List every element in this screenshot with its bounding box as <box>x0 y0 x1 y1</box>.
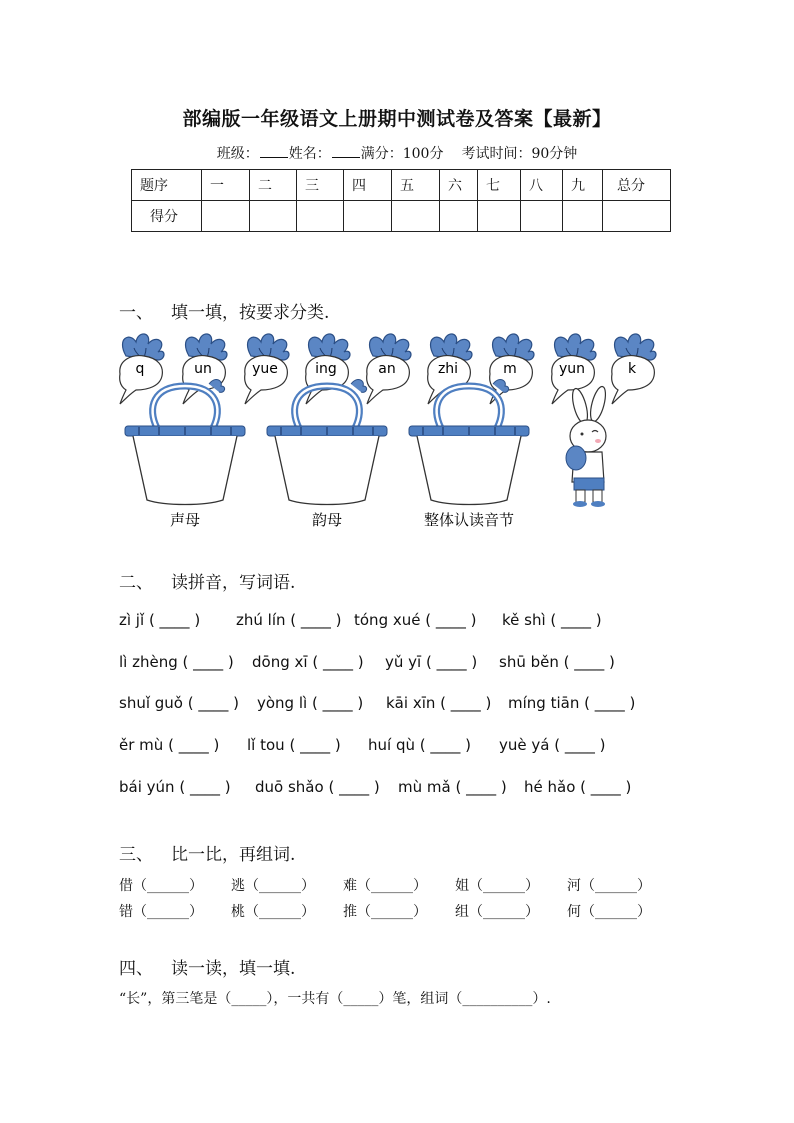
full-score-label: 满分：100分 <box>360 146 444 162</box>
character: 借 <box>119 878 133 894</box>
time-label: 考试时间：90分钟 <box>461 146 578 162</box>
section-3-heading <box>119 840 295 865</box>
score-table-score-row <box>132 201 671 232</box>
pinyin-text: kāi xīn <box>386 694 436 712</box>
character: 河 <box>567 878 581 894</box>
answer-blank[interactable]: ( ____ ) <box>425 653 478 671</box>
page-title: 部编版一年级语文上册期中测试卷及答案【最新】 <box>182 108 612 130</box>
character: 错 <box>119 904 133 920</box>
pinyin-text: bái yún <box>119 778 175 796</box>
header-cell: 七 <box>478 170 521 201</box>
radish-label: yun <box>558 361 586 377</box>
section-title: 读一读，填一填. <box>171 959 296 979</box>
header-cell: 八 <box>521 170 563 201</box>
character: 逃 <box>231 878 245 894</box>
section-4-heading <box>119 954 295 979</box>
score-cell[interactable] <box>603 201 671 232</box>
section-number: 一、 <box>119 303 153 323</box>
radish-label: ing <box>315 361 337 377</box>
answer-blank[interactable]: （______） <box>581 878 651 894</box>
answer-blank[interactable]: ( ____ ) <box>168 736 220 754</box>
pinyin-text: yuè yá <box>499 736 550 754</box>
radish-label: yue <box>252 361 278 377</box>
pinyin-text: zì jǐ <box>119 611 145 629</box>
header-cell: 六 <box>440 170 478 201</box>
answer-blank[interactable]: ( ____ ) <box>554 736 606 754</box>
answer-blank[interactable]: ( ____ ) <box>328 778 380 796</box>
pinyin-row <box>119 611 602 629</box>
exam-info <box>0 143 794 163</box>
score-cell[interactable] <box>344 201 392 232</box>
answer-blank[interactable]: ( ____ ) <box>179 778 231 796</box>
pinyin-text: tóng xué <box>354 611 421 629</box>
sorting-illustration <box>110 330 670 535</box>
answer-blank[interactable]: ( ____ ) <box>419 736 472 754</box>
answer-blank[interactable]: （______） <box>469 878 539 894</box>
section-1-heading <box>119 298 329 323</box>
pinyin-text: zhú lín <box>236 611 286 629</box>
basket-label: 整体认读音节 <box>423 511 515 529</box>
pinyin-text: huí qù <box>368 736 415 754</box>
section-number: 三、 <box>119 845 153 865</box>
row-label: 得分 <box>132 201 202 232</box>
answer-blank[interactable]: ( ____ ) <box>312 653 364 671</box>
answer-blank[interactable]: （______） <box>245 878 315 894</box>
name-label: 姓名： <box>288 146 331 162</box>
section-number: 二、 <box>119 573 153 593</box>
answer-blank[interactable]: ( ____ ) <box>182 653 234 671</box>
pinyin-text: mù mǎ <box>398 778 451 796</box>
answer-blank[interactable]: ( ____ ) <box>290 611 342 629</box>
answer-blank[interactable]: ( ____ ) <box>550 611 602 629</box>
pinyin-text: míng tiān <box>508 694 580 712</box>
answer-blank[interactable]: ( ____ ) <box>148 611 201 629</box>
compare-row <box>119 875 679 895</box>
pinyin-text: ěr mù <box>119 736 164 754</box>
score-cell[interactable] <box>202 201 250 232</box>
pinyin-text: yǔ yī <box>385 653 422 671</box>
pinyin-text: dōng xī <box>252 653 308 671</box>
score-cell[interactable] <box>563 201 603 232</box>
pinyin-row <box>119 653 615 671</box>
answer-blank[interactable]: ( ____ ) <box>311 694 364 712</box>
character: 何 <box>567 904 581 920</box>
character: 难 <box>343 878 357 894</box>
answer-blank[interactable]: ( ____ ) <box>580 778 632 796</box>
character: 推 <box>343 904 357 920</box>
pinyin-text: shū běn <box>499 653 559 671</box>
character: 组 <box>455 904 469 920</box>
class-blank[interactable] <box>260 145 288 158</box>
fill-sentence[interactable]: “长”，第三笔是（_____），一共有（_____）笔，组词（__________）. <box>119 991 551 1007</box>
name-blank[interactable] <box>332 145 360 158</box>
answer-blank[interactable]: ( ____ ) <box>289 736 341 754</box>
pinyin-text: kě shì <box>502 611 546 629</box>
header-cell: 九 <box>563 170 603 201</box>
header-cell: 三 <box>297 170 344 201</box>
header-cell: 总分 <box>603 170 671 201</box>
answer-blank[interactable]: （______） <box>245 904 315 920</box>
pinyin-text: hé hǎo <box>524 778 576 796</box>
section-2-heading <box>119 568 295 593</box>
character: 姐 <box>455 878 469 894</box>
pinyin-text: yòng lì <box>257 694 308 712</box>
basket-label: 韵母 <box>311 511 343 529</box>
pinyin-text: shuǐ guǒ <box>119 694 183 712</box>
answer-blank[interactable]: ( ____ ) <box>187 694 240 712</box>
score-cell[interactable] <box>392 201 440 232</box>
answer-blank[interactable]: ( ____ ) <box>584 694 636 712</box>
pinyin-row <box>119 736 605 754</box>
header-cell: 一 <box>202 170 250 201</box>
radish-label: q <box>135 361 145 377</box>
answer-blank[interactable]: ( ____ ) <box>425 611 477 629</box>
header-cell: 五 <box>392 170 440 201</box>
pinyin-text: lǐ tou <box>247 736 285 754</box>
section-title: 填一填，按要求分类. <box>171 303 330 323</box>
pinyin-text: duō shǎo <box>255 778 324 796</box>
radish-label: k <box>627 361 637 377</box>
radish-label: m <box>503 361 517 377</box>
character: 桃 <box>231 904 245 920</box>
answer-blank[interactable]: ( ____ ) <box>455 778 507 796</box>
pinyin-row <box>119 778 631 796</box>
rabbit-icon <box>566 385 608 507</box>
answer-blank[interactable]: （______） <box>357 904 427 920</box>
section-number: 四、 <box>119 959 153 979</box>
basket-icon[interactable] <box>409 380 529 505</box>
pinyin-row <box>119 694 635 712</box>
score-table-header-row <box>132 170 671 201</box>
basket-label: 声母 <box>169 511 201 529</box>
radish-label: un <box>194 361 212 377</box>
class-label: 班级： <box>216 146 259 162</box>
score-cell[interactable] <box>250 201 297 232</box>
answer-blank[interactable]: （______） <box>133 878 203 894</box>
answer-blank[interactable]: （______） <box>357 878 427 894</box>
pinyin-text: lì zhèng <box>119 653 178 671</box>
compare-row <box>119 901 679 921</box>
score-cell[interactable] <box>440 201 478 232</box>
radish-label: an <box>378 361 396 377</box>
section-title: 读拼音，写词语. <box>171 573 296 593</box>
answer-blank[interactable]: ( ____ ) <box>563 653 615 671</box>
header-cell: 题序 <box>132 170 202 201</box>
answer-blank[interactable]: （______） <box>469 904 539 920</box>
score-cell[interactable] <box>297 201 344 232</box>
header-cell: 二 <box>250 170 297 201</box>
answer-blank[interactable]: ( ____ ) <box>440 694 492 712</box>
answer-blank[interactable]: （______） <box>133 904 203 920</box>
radish-label: zhi <box>437 361 459 377</box>
section-title: 比一比，再组词. <box>171 845 296 865</box>
score-cell[interactable] <box>521 201 563 232</box>
score-table <box>131 169 671 232</box>
score-cell[interactable] <box>478 201 521 232</box>
answer-blank[interactable]: （______） <box>581 904 651 920</box>
header-cell: 四 <box>344 170 392 201</box>
